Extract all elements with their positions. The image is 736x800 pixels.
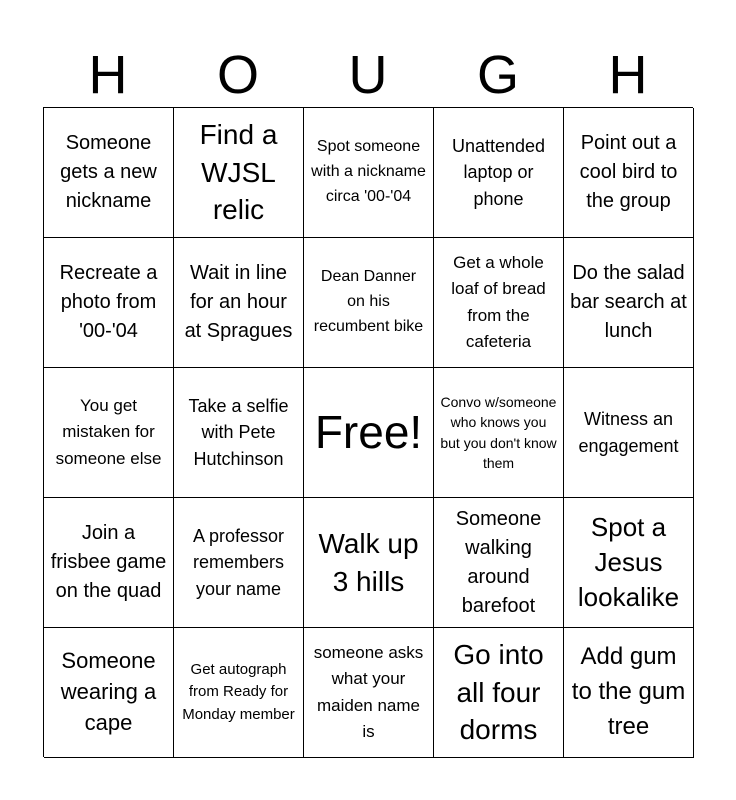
cell-text: someone asks what your maiden name is — [313, 642, 424, 741]
bingo-cell[interactable] — [564, 238, 694, 368]
bingo-cell[interactable] — [174, 498, 304, 628]
cell-text: Take a selfie with Pete Hutchinson — [188, 396, 289, 469]
cell-text: Walk up 3 hills — [318, 527, 419, 597]
cell-text: Convo w/someone who knows you but you don't know them — [440, 393, 557, 471]
free-space-text: Free! — [314, 405, 423, 458]
cell-text: Unattended laptop or phone — [451, 136, 546, 209]
bingo-board — [43, 107, 693, 757]
bingo-cell[interactable] — [434, 498, 564, 628]
bingo-cell[interactable] — [174, 238, 304, 368]
bingo-cell[interactable] — [304, 238, 434, 368]
cell-text: A professor remembers your name — [192, 526, 285, 599]
cell-text: Get a whole loaf of bread from the cafeteria — [451, 252, 546, 351]
cell-text: Point out a cool bird to the group — [579, 132, 678, 212]
cell-text: Find a WJSL relic — [199, 118, 278, 226]
cell-text: Spot someone with a nickname circa '00-'04 — [311, 138, 426, 205]
cell-text: Witness an engagement — [578, 409, 679, 456]
cell-text: Dean Danner on his recumbent bike — [313, 268, 424, 335]
cell-text: Someone wearing a cape — [60, 648, 157, 735]
bingo-cell[interactable] — [434, 368, 564, 498]
bingo-cell[interactable] — [174, 628, 304, 758]
bingo-cell[interactable] — [44, 498, 174, 628]
bingo-cell[interactable] — [434, 108, 564, 238]
bingo-cell[interactable] — [564, 368, 694, 498]
bingo-cell[interactable] — [434, 238, 564, 368]
cell-text: Spot a Jesus lookalike — [577, 511, 680, 613]
cell-text: Someone walking around barefoot — [455, 507, 542, 617]
cell-text: Add gum to the gum tree — [571, 643, 686, 740]
header-letter: H — [88, 45, 128, 105]
cell-text: Do the salad bar search at lunch — [570, 262, 687, 342]
cell-text: You get mistaken for someone else — [55, 395, 162, 468]
cell-text: Someone gets a new nickname — [60, 132, 157, 212]
free-space-cell[interactable] — [304, 368, 434, 498]
bingo-cell[interactable] — [304, 628, 434, 758]
cell-text: Recreate a photo from '00-'04 — [59, 262, 158, 342]
bingo-header — [43, 44, 693, 106]
bingo-cell[interactable] — [44, 368, 174, 498]
header-letter: O — [216, 45, 259, 105]
bingo-cell[interactable] — [44, 628, 174, 758]
bingo-cell[interactable] — [564, 498, 694, 628]
header-letter: G — [476, 45, 519, 105]
bingo-cell[interactable] — [564, 108, 694, 238]
header-letter: H — [608, 45, 648, 105]
bingo-cell[interactable] — [174, 368, 304, 498]
header-letter: U — [348, 45, 388, 105]
bingo-cell[interactable] — [44, 238, 174, 368]
bingo-cell[interactable] — [44, 108, 174, 238]
bingo-cell[interactable] — [434, 628, 564, 758]
cell-text: Wait in line for an hour at Spragues — [184, 262, 293, 342]
cell-text: Join a frisbee game on the quad — [50, 522, 167, 602]
bingo-cell[interactable] — [304, 108, 434, 238]
cell-text: Go into all four dorms — [453, 638, 544, 746]
cell-text: Get autograph from Ready for Monday member — [182, 660, 295, 723]
bingo-cell[interactable] — [304, 498, 434, 628]
bingo-cell[interactable] — [174, 108, 304, 238]
bingo-cell[interactable] — [564, 628, 694, 758]
